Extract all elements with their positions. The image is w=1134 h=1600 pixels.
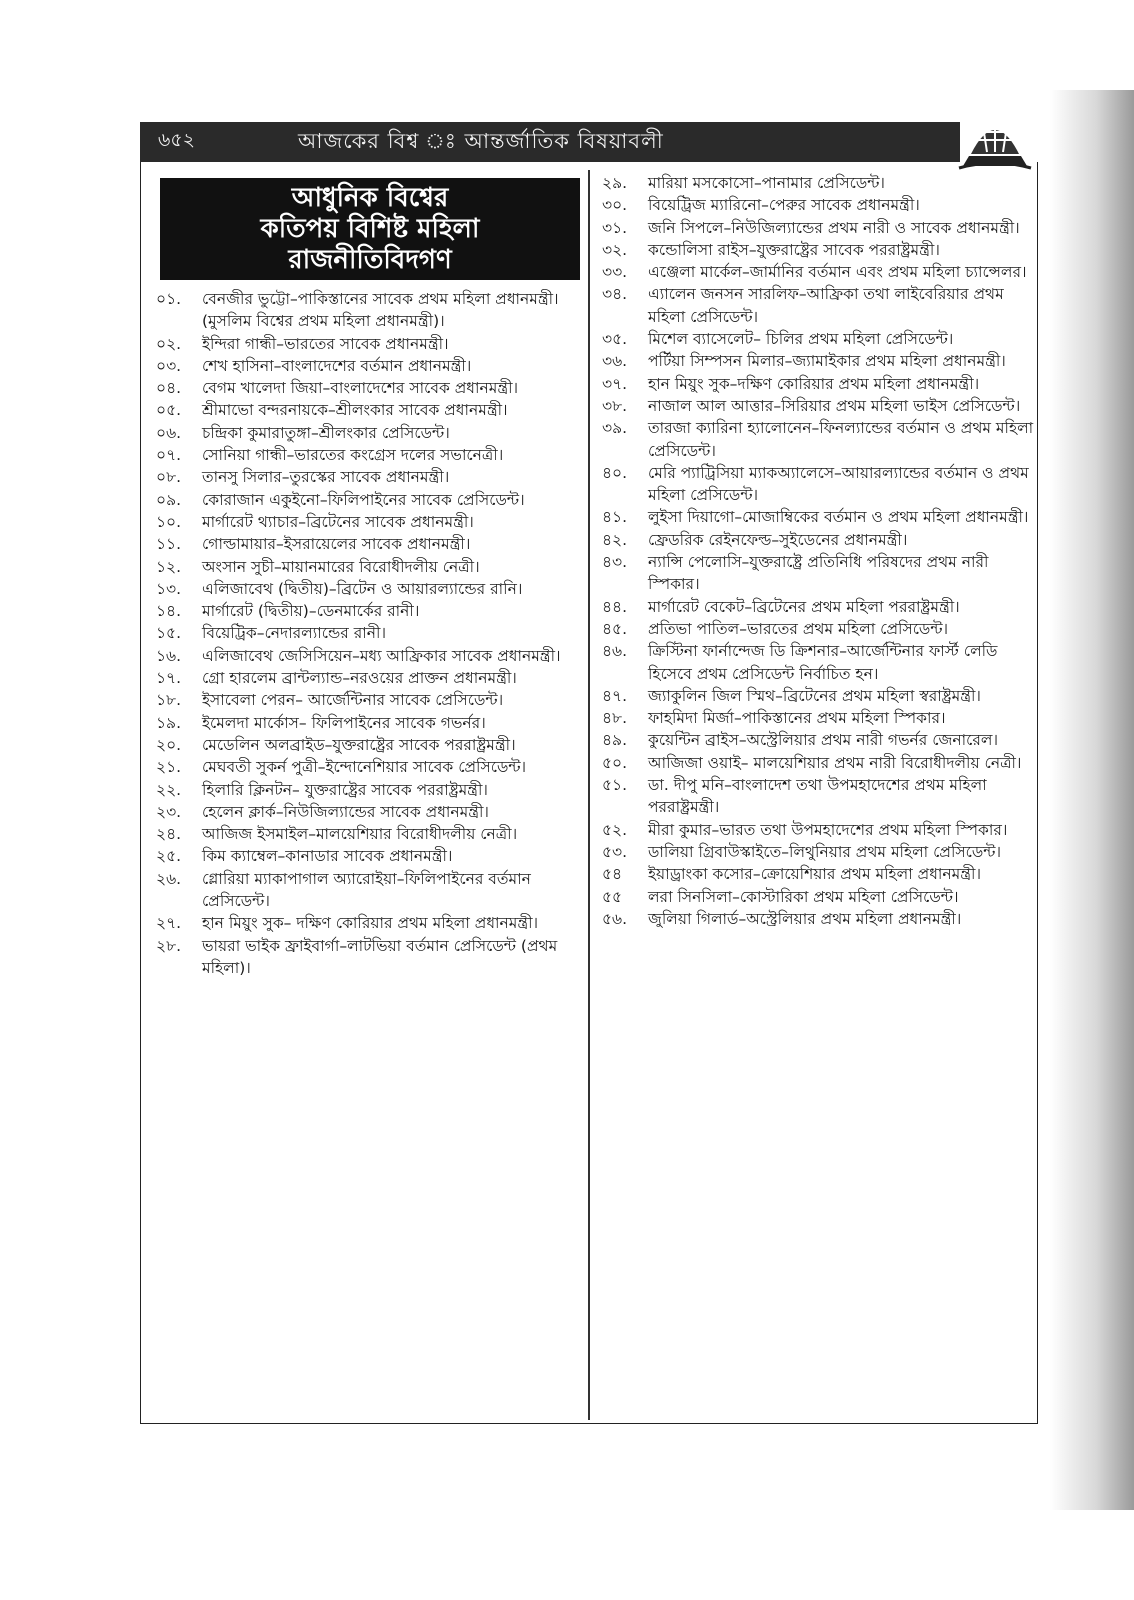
list-item: [602, 707, 1034, 729]
item-number: ৩২.: [602, 240, 628, 259]
list-item: [156, 511, 584, 533]
list-item: [602, 596, 1034, 618]
page-header: [140, 122, 960, 162]
item-text: মীরা কুমার–ভারত তথা উপমহাদেশের প্রথম মহিলা স্পিকার।: [648, 820, 1008, 839]
item-number: ৪৪.: [602, 597, 628, 616]
item-number: ৫৬.: [602, 909, 628, 928]
item-text: হান মিয়ুং সুক– দক্ষিণ কোরিয়ার প্রথম মহিলা প্রধানমন্ত্রী।: [202, 914, 539, 933]
item-number: ০২.: [156, 334, 182, 353]
item-text: গ্লোরিয়া ম্যাকাপাগাল অ্যারোইয়া–ফিলিপাইনের বর্তমান প্রেসিডেন্ট।: [202, 869, 531, 911]
item-number: ২১.: [156, 758, 182, 777]
item-text: ভায়রা ভাইক ফ্রাইবার্গা–লাটভিয়া বর্তমান প্রেসিডেন্ট (প্রথম মহিলা)।: [202, 936, 558, 977]
list-item: [602, 172, 1034, 194]
item-text: লরা সিনসিলা–কোস্টারিকা প্রথম মহিলা প্রেসিডেন্ট।: [648, 887, 959, 906]
item-number: ৪৬.: [602, 642, 628, 661]
list-item: [602, 640, 1034, 685]
item-number: ৪১.: [602, 508, 628, 527]
list-item: [602, 395, 1034, 417]
item-text: জ্যাকুলিন জিল স্মিথ–ব্রিটেনের প্রথম মহিলা স্বরাষ্ট্রমন্ত্রী।: [648, 686, 981, 705]
list-item: [156, 489, 584, 511]
item-text: কোরাজান একুইনো–ফিলিপাইনের সাবেক প্রেসিডেন্ট।: [202, 490, 525, 509]
list-item: [156, 734, 584, 756]
item-text: বিয়েট্রিক–নেদারল্যান্ডের রানী।: [202, 624, 387, 643]
section-title-line-3: রাজনীতিবিদগণ: [288, 244, 452, 275]
item-number: ৪৫.: [602, 619, 628, 638]
item-number: ৩০.: [602, 196, 628, 215]
page-number: ৬৫২: [158, 129, 196, 151]
list-item: [602, 729, 1034, 751]
item-number: ৪৭.: [602, 686, 628, 705]
list-item: [156, 600, 584, 622]
list-item: [602, 373, 1034, 395]
item-text: হিলারি ক্লিনটন– যুক্তরাষ্ট্রের সাবেক পররাষ্ট্রমন্ত্রী।: [202, 780, 488, 799]
list-item: [602, 328, 1034, 350]
list-item: [602, 283, 1034, 328]
item-text: মেঘবতী সুকর্ন পুত্রী–ইন্দোনেশিয়ার সাবেক প্রেসিডেন্ট।: [202, 758, 527, 777]
item-number: ৩৩.: [602, 263, 628, 282]
list-item: [156, 288, 584, 333]
item-number: ৩৫.: [602, 330, 628, 349]
item-text: কিম ক্যাম্বেল–কানাডার সাবেক প্রধানমন্ত্রী।: [202, 847, 453, 866]
item-number: ৪৯.: [602, 731, 628, 750]
list-item: [602, 752, 1034, 774]
item-text: মেরি প্যাট্রিসিয়া ম্যাকঅ্যালেসে–আয়ারল্যান্ডের বর্তমান ও প্রথম মহিলা প্রেসিডেন্ট।: [648, 463, 1029, 505]
item-number: ১২.: [156, 557, 182, 576]
list-item: [156, 377, 584, 399]
item-text: ইয়াড্রাংকা কসোর–ক্রোয়েশিয়ার প্রথম মহিলা প্রধানমন্ত্রী।: [648, 865, 982, 884]
item-text: মার্গারেট (দ্বিতীয়)–ডেনমার্কের রানী।: [202, 602, 420, 621]
column-divider: [588, 170, 590, 1420]
item-text: বেনজীর ভুট্টো–পাকিস্তানের সাবেক প্রথম মহিলা প্রধানমন্ত্রী। (মুসলিম বিশ্বের প্রথম মহিলা প্রধানমন্ত্রী)।: [202, 290, 559, 331]
item-number: ৫৩.: [602, 842, 628, 861]
list-item: [156, 556, 584, 578]
item-number: ৪০.: [602, 463, 628, 482]
list-item: [602, 886, 1034, 908]
item-text: ক্রিস্টিনা ফার্নান্দেজ ডি ক্রিশনার–আর্জেন্টিনার ফার্স্ট লেডি হিসেবে প্রথম প্রেসিডেন্ট নির্বাচিত হন।: [648, 642, 998, 683]
item-number: ১৪.: [156, 602, 182, 621]
list-item: [602, 417, 1034, 462]
item-number: ০৯.: [156, 490, 182, 509]
item-number: ৫০.: [602, 753, 628, 772]
item-number: ০১.: [156, 290, 182, 308]
list-item: [602, 239, 1034, 261]
item-number: ১৩.: [156, 579, 182, 598]
item-number: ৪২.: [602, 530, 628, 549]
list-item: [602, 194, 1034, 216]
item-text: নাজাল আল আত্তার–সিরিয়ার প্রথম মহিলা ভাইস প্রেসিডেন্ট।: [648, 396, 1021, 415]
item-number: ০৮.: [156, 468, 182, 487]
item-number: ০৬.: [156, 423, 182, 442]
item-number: ৩৭.: [602, 374, 628, 393]
left-column: [156, 178, 584, 979]
item-number: ৩৯.: [602, 419, 628, 438]
item-number: ২৬.: [156, 869, 182, 888]
item-text: ইমেলদা মার্কোস– ফিলিপাইনের সাবেক গভর্নর।: [202, 713, 486, 732]
item-text: ইন্দিরা গান্ধী–ভারতের সাবেক প্রধানমন্ত্রী।: [202, 334, 449, 353]
list-item: [156, 333, 584, 355]
list-item: [602, 217, 1034, 239]
item-number: ৫৫: [602, 887, 623, 906]
list-item: [602, 350, 1034, 372]
list-item: [602, 685, 1034, 707]
list-item: [156, 355, 584, 377]
item-number: ১৬.: [156, 646, 182, 665]
item-text: তানসু সিলার–তুরস্কের সাবেক প্রধানমন্ত্রী।: [202, 468, 450, 487]
item-text: ফ্রেডরিক রেইনফেল্ড–সুইডেনের প্রধানমন্ত্রী।: [648, 530, 908, 549]
item-text: অংসান সুচী–মায়ানমারের বিরোধীদলীয় নেত্রী।: [202, 557, 480, 576]
item-text: সোনিয়া গান্ধী–ভারতের কংগ্রেস দলের সভানেত্রী।: [202, 446, 504, 465]
list-item: [602, 774, 1034, 819]
item-number: ১৮.: [156, 691, 182, 710]
list-item: [156, 444, 584, 466]
item-text: এলিজাবেথ (দ্বিতীয়)–ব্রিটেন ও আয়ারল্যান্ডের রানি।: [202, 579, 523, 598]
item-number: ১১.: [156, 535, 182, 554]
list-item: [156, 756, 584, 778]
item-text: মিশেল ব্যাসেলেট– চিলির প্রথম মহিলা প্রেসিডেন্ট।: [648, 330, 954, 349]
list-item: [156, 533, 584, 555]
item-number: ০৪.: [156, 379, 182, 398]
item-number: ২০.: [156, 735, 182, 754]
item-text: লুইসা দিয়াগো–মোজাম্বিকের বর্তমান ও প্রথম মহিলা প্রধানমন্ত্রী।: [648, 508, 1029, 527]
item-number: ৩১.: [602, 218, 628, 237]
item-text: বেগম খালেদা জিয়া–বাংলাদেশের সাবেক প্রধানমন্ত্রী।: [202, 379, 519, 398]
item-text: বিয়েট্রিজ ম্যারিনো–পেরুর সাবেক প্রধানমন্ত্রী।: [648, 196, 920, 215]
item-number: ২৮.: [156, 936, 182, 955]
list-item: [602, 618, 1034, 640]
list-item: [156, 622, 584, 644]
list-item: [156, 466, 584, 488]
item-text: ফাহমিদা মির্জা–পাকিস্তানের প্রথম মহিলা স্পিকার।: [648, 709, 946, 728]
item-text: জনি সিপলে–নিউজিল্যান্ডের প্রথম নারী ও সাবেক প্রধানমন্ত্রী।: [648, 218, 1020, 237]
item-number: ০৫.: [156, 401, 182, 420]
item-text: গ্রো হারলেম ব্রান্টল্যান্ড–নরওয়ের প্রাক্তন প্রধানমন্ত্রী।: [202, 669, 517, 688]
item-number: ০৭.: [156, 446, 182, 465]
right-list: [602, 172, 1034, 930]
item-number: ১৯.: [156, 713, 182, 732]
item-text: ন্যান্সি পেলোসি–যুক্তরাষ্ট্রে প্রতিনিধি পরিষদের প্রথম নারী স্পিকার।: [648, 553, 989, 594]
list-item: [602, 863, 1034, 885]
item-number: ০৩.: [156, 356, 182, 375]
item-text: গোল্ডামায়ার–ইসরায়েলের সাবেক প্রধানমন্ত্রী।: [202, 535, 471, 554]
list-item: [156, 422, 584, 444]
list-item: [602, 819, 1034, 841]
item-number: ২৯.: [602, 174, 628, 192]
item-number: ৫২.: [602, 820, 628, 839]
list-item: [156, 667, 584, 689]
item-text: ডালিয়া গ্রিবাউস্কাইতে–লিথুনিয়ার প্রথম মহিলা প্রেসিডেন্ট।: [648, 842, 1001, 861]
item-number: ২৪.: [156, 825, 182, 844]
item-number: ৩৬.: [602, 352, 628, 371]
item-text: এ্যালেন জনসন সারলিফ–আফ্রিকা তথা লাইবেরিয়ার প্রথম মহিলা প্রেসিডেন্ট।: [648, 285, 1004, 326]
list-item: [602, 529, 1034, 551]
list-item: [156, 912, 584, 934]
item-text: মার্গারেট বেকেট–ব্রিটেনের প্রথম মহিলা পররাষ্ট্রমন্ত্রী।: [648, 597, 960, 616]
item-number: ৩৪.: [602, 285, 628, 304]
item-number: ১০.: [156, 512, 182, 531]
item-text: চন্দ্রিকা কুমারাতুঙ্গা–শ্রীলংকার প্রেসিডেন্ট।: [202, 423, 450, 442]
page-edge-shadow: [1050, 90, 1134, 1510]
item-text: তারজা ক্যারিনা হ্যালোনেন–ফিনল্যান্ডের বর্তমান ও প্রথম মহিলা প্রেসিডেন্ট।: [648, 419, 1034, 460]
item-number: ২৩.: [156, 802, 182, 821]
list-item: [156, 935, 584, 980]
item-number: ৪৮.: [602, 709, 628, 728]
list-item: [602, 462, 1034, 507]
list-item: [602, 551, 1034, 596]
left-list: [156, 288, 584, 979]
emblem-icon: [955, 104, 1035, 170]
item-text: জুলিয়া গিলার্ড–অস্ট্রেলিয়ার প্রথম মহিলা প্রধানমন্ত্রী।: [648, 909, 962, 928]
item-text: আজিজা ওয়াই– মালয়েশিয়ার প্রথম নারী বিরোধীদলীয় নেত্রী।: [648, 753, 1022, 772]
item-number: ১৭.: [156, 669, 182, 688]
item-number: ৫১.: [602, 776, 628, 795]
list-item: [156, 712, 584, 734]
item-text: শেখ হাসিনা–বাংলাদেশের বর্তমান প্রধানমন্ত্রী।: [202, 356, 472, 375]
item-number: ৩৮.: [602, 396, 628, 415]
section-title-box: [160, 178, 580, 280]
list-item: [156, 779, 584, 801]
item-number: ১৫.: [156, 624, 182, 643]
list-item: [602, 506, 1034, 528]
item-text: কুয়েন্টিন ব্রাইস–অস্ট্রেলিয়ার প্রথম নারী গভর্নর জেনারেল।: [648, 731, 998, 750]
item-text: হেলেন ক্লার্ক–নিউজিল্যান্ডের সাবেক প্রধানমন্ত্রী।: [202, 802, 489, 821]
list-item: [602, 908, 1034, 930]
list-item: [602, 841, 1034, 863]
list-item: [602, 261, 1034, 283]
item-number: ৪৩.: [602, 553, 628, 572]
item-text: কন্ডোলিসা রাইস–যুক্তরাষ্ট্রের সাবেক পররাষ্ট্রমন্ত্রী।: [648, 240, 940, 259]
item-text: পর্টিয়া সিম্পসন মিলার–জ্যামাইকার প্রথম মহিলা প্রধানমন্ত্রী।: [648, 352, 1006, 371]
item-number: ২২.: [156, 780, 182, 799]
list-item: [156, 645, 584, 667]
item-text: এলিজাবেথ জেসিসিয়েন–মধ্য আফ্রিকার সাবেক প্রধানমন্ত্রী।: [202, 646, 561, 665]
section-title-line-2: কতিপয় বিশিষ্ট মহিলা: [260, 213, 480, 244]
section-title-line-1: আধুনিক বিশ্বের: [291, 182, 449, 213]
item-text: মেডেলিন অলব্রাইড–যুক্তরাষ্ট্রের সাবেক পররাষ্ট্রমন্ত্রী।: [202, 735, 516, 754]
item-text: মারিয়া মসকোসো–পানামার প্রেসিডেন্ট।: [648, 174, 885, 192]
list-item: [156, 399, 584, 421]
list-item: [156, 578, 584, 600]
list-item: [156, 689, 584, 711]
header-title: আজকের বিশ্ব ঃ আন্তর্জাতিক বিষয়াবলী: [298, 128, 664, 153]
list-item: [156, 823, 584, 845]
item-text: আজিজ ইসমাইল–মালয়েশিয়ার বিরোধীদলীয় নেত্রী।: [202, 825, 518, 844]
item-text: ডা. দীপু মনি–বাংলাদেশ তথা উপমহাদেশের প্রথম মহিলা পররাষ্ট্রমন্ত্রী।: [648, 776, 987, 817]
item-number: ৫৪: [602, 865, 623, 884]
item-text: প্রতিভা পাতিল–ভারতের প্রথম মহিলা প্রেসিডেন্ট।: [648, 619, 949, 638]
right-column: [602, 172, 1034, 930]
item-text: এঞ্জেলা মার্কেল–জার্মানির বর্তমান এবং প্রথম মহিলা চ্যান্সেলর।: [648, 263, 1027, 282]
item-text: মার্গারেট থ্যাচার–ব্রিটেনের সাবেক প্রধানমন্ত্রী।: [202, 512, 474, 531]
list-item: [156, 868, 584, 913]
item-text: ইসাবেলা পেরন– আর্জেন্টিনার সাবেক প্রেসিডেন্ট।: [202, 691, 504, 710]
list-item: [156, 845, 584, 867]
item-text: হান মিয়ুং সুক–দক্ষিণ কোরিয়ার প্রথম মহিলা প্রধানমন্ত্রী।: [648, 374, 980, 393]
list-item: [156, 801, 584, 823]
item-text: শ্রীমাভো বন্দরনায়কে–শ্রীলংকার সাবেক প্রধানমন্ত্রী।: [202, 401, 508, 420]
item-number: ২৭.: [156, 914, 182, 933]
item-number: ২৫.: [156, 847, 182, 866]
